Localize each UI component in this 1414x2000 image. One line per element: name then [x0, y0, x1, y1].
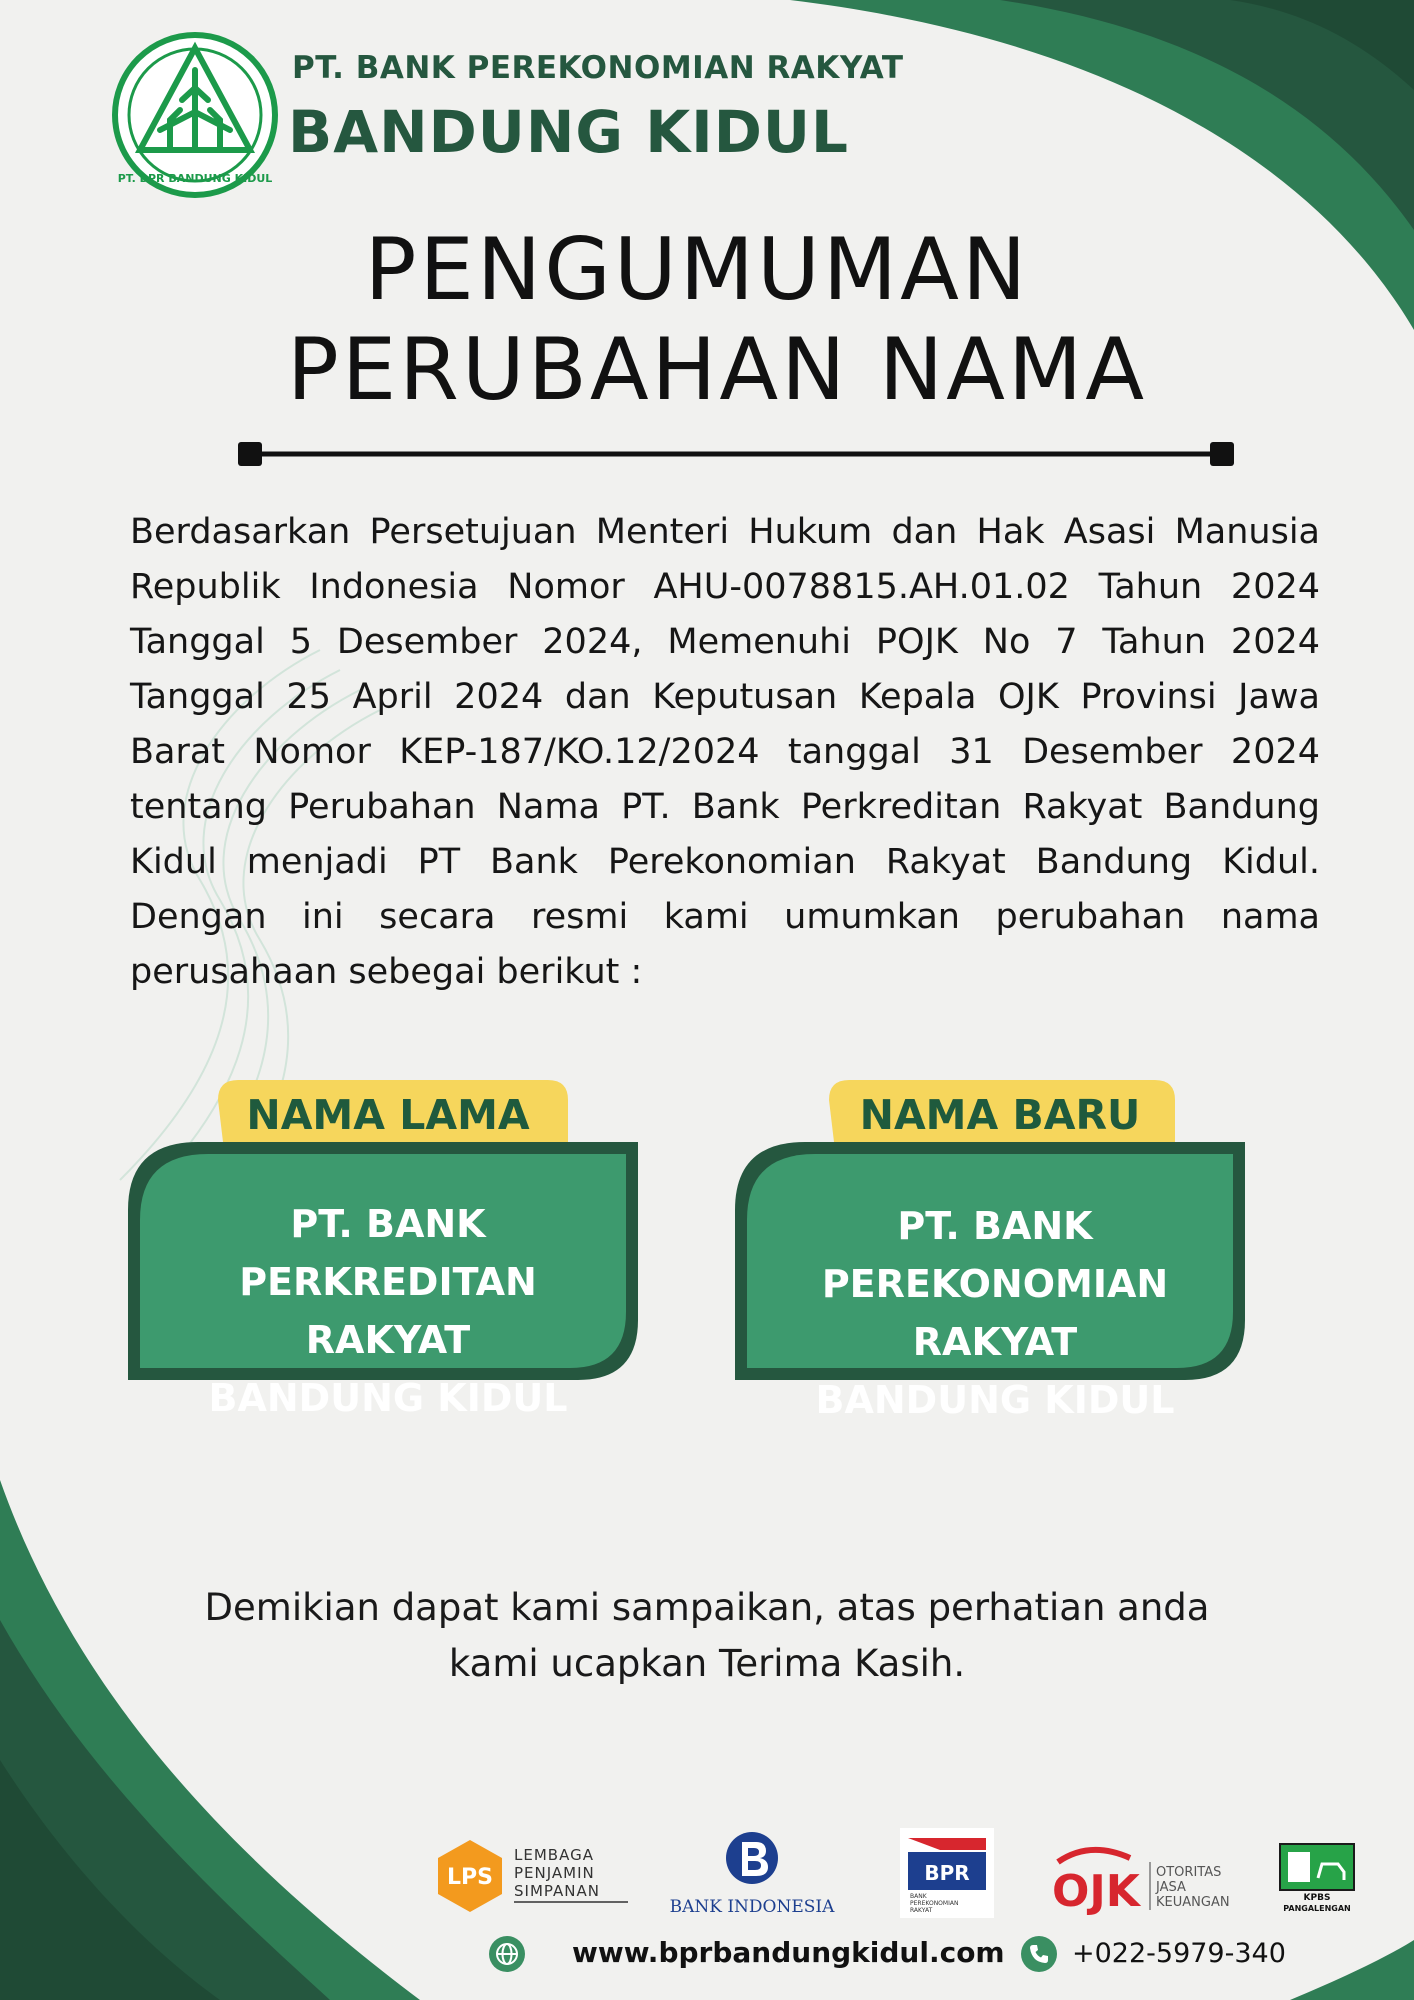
- new-name-label: NAMA BARU: [859, 1091, 1141, 1139]
- bpr-line-2: PEREKONOMIAN: [910, 1900, 959, 1907]
- bpr-line-3: RAKYAT: [910, 1907, 933, 1914]
- page-title-line-1: PENGUMUMAN: [364, 220, 1030, 320]
- old-name-line: PERKREDITAN: [239, 1260, 537, 1304]
- company-name: BANDUNG KIDUL: [288, 98, 849, 166]
- bank-indonesia-emblem-icon: [662, 1830, 842, 1920]
- bank-indonesia-logo: [662, 1830, 842, 1920]
- kpbs-logo: [1278, 1842, 1356, 1914]
- closing-line-1: Demikian dapat kami sampaikan, atas perhatian anda: [204, 1586, 1210, 1629]
- page-title-line-2: PERUBAHAN NAMA: [286, 320, 1148, 420]
- company-subtitle: PT. BANK PEREKONOMIAN RAKYAT: [292, 50, 904, 86]
- globe-icon: [488, 1935, 526, 1973]
- ojk-line-2: JASA: [1156, 1880, 1186, 1895]
- new-name-line: PEREKONOMIAN: [821, 1262, 1169, 1306]
- bank-indonesia-name: BANK INDONESIA: [669, 1897, 835, 1917]
- old-name-line: RAKYAT: [305, 1318, 471, 1362]
- lps-line-3: SIMPANAN: [514, 1882, 600, 1900]
- kpbs-logo-icon: [1278, 1842, 1356, 1914]
- logo-ring-text: PT. BPR BANDUNG KIDUL: [117, 172, 273, 185]
- lps-abbr: LPS: [447, 1865, 493, 1890]
- old-name-line: BANDUNG KIDUL: [208, 1376, 568, 1420]
- lps-line-2: PENJAMIN: [514, 1864, 595, 1882]
- kpbs-line-1: PANGALENGAN: [1283, 1904, 1351, 1913]
- lps-logo-icon: [432, 1838, 632, 1914]
- old-name-text: [128, 1195, 648, 1427]
- ojk-logo-icon: [1050, 1836, 1240, 1916]
- phone-number: +022-5979-340: [1072, 1938, 1286, 1969]
- bpr-line-1: BANK: [910, 1893, 927, 1900]
- title-divider: [238, 440, 1234, 468]
- ojk-line-1: OTORITAS: [1156, 1865, 1222, 1880]
- ojk-line-3: KEUANGAN: [1156, 1895, 1230, 1910]
- new-name-text: [735, 1197, 1255, 1429]
- announcement-paragraph: Berdasarkan Persetujuan Menteri Hukum dan Hak Asasi Manusia Republik Indonesia Nomor AHU-0078815.AH.01.02 Tahun 2024 Tanggal 5 Desember 2024, Memenuhi POJK No 7 Tahun 2024 Tanggal 25 April 2024 dan Keputusan Kepala OJK Provinsi Jawa Barat Nomor KEP-187/KO.12/2024 tanggal 31 Desember 2024 tentang Perubahan Nama PT. Bank Perkreditan Rakyat Bandung Kidul menjadi PT Bank Perekonomian Rakyat Bandung Kidul. Dengan ini secara resmi kami umumkan perubahan nama perusahaan sebegai berikut :: [130, 512, 1320, 992]
- old-name-line: PT. BANK: [290, 1202, 486, 1246]
- bpr-logo: [900, 1828, 994, 1918]
- lps-logo: [432, 1838, 632, 1914]
- new-name-line: PT. BANK: [897, 1204, 1093, 1248]
- bpr-abbr: BPR: [924, 1861, 970, 1885]
- kpbs-abbr: KPBS: [1303, 1893, 1331, 1903]
- bpr-logo-icon: [900, 1828, 994, 1918]
- lps-line-1: LEMBAGA: [514, 1846, 594, 1864]
- closing-line-2: kami ucapkan Terima Kasih.: [448, 1642, 966, 1685]
- new-name-line: BANDUNG KIDUL: [815, 1378, 1175, 1422]
- new-name-card: [735, 1080, 1255, 1480]
- website-link[interactable]: www.bprbandungkidul.com: [572, 1936, 1005, 1969]
- closing-text: [100, 1580, 1314, 1692]
- old-name-card: [128, 1080, 648, 1480]
- ojk-abbr: OJK: [1052, 1866, 1140, 1916]
- old-name-label: NAMA LAMA: [246, 1091, 530, 1139]
- new-name-line: RAKYAT: [912, 1320, 1078, 1364]
- phone-icon: [1020, 1935, 1058, 1973]
- ojk-logo: [1050, 1836, 1240, 1916]
- bank-logo-icon: [110, 30, 280, 200]
